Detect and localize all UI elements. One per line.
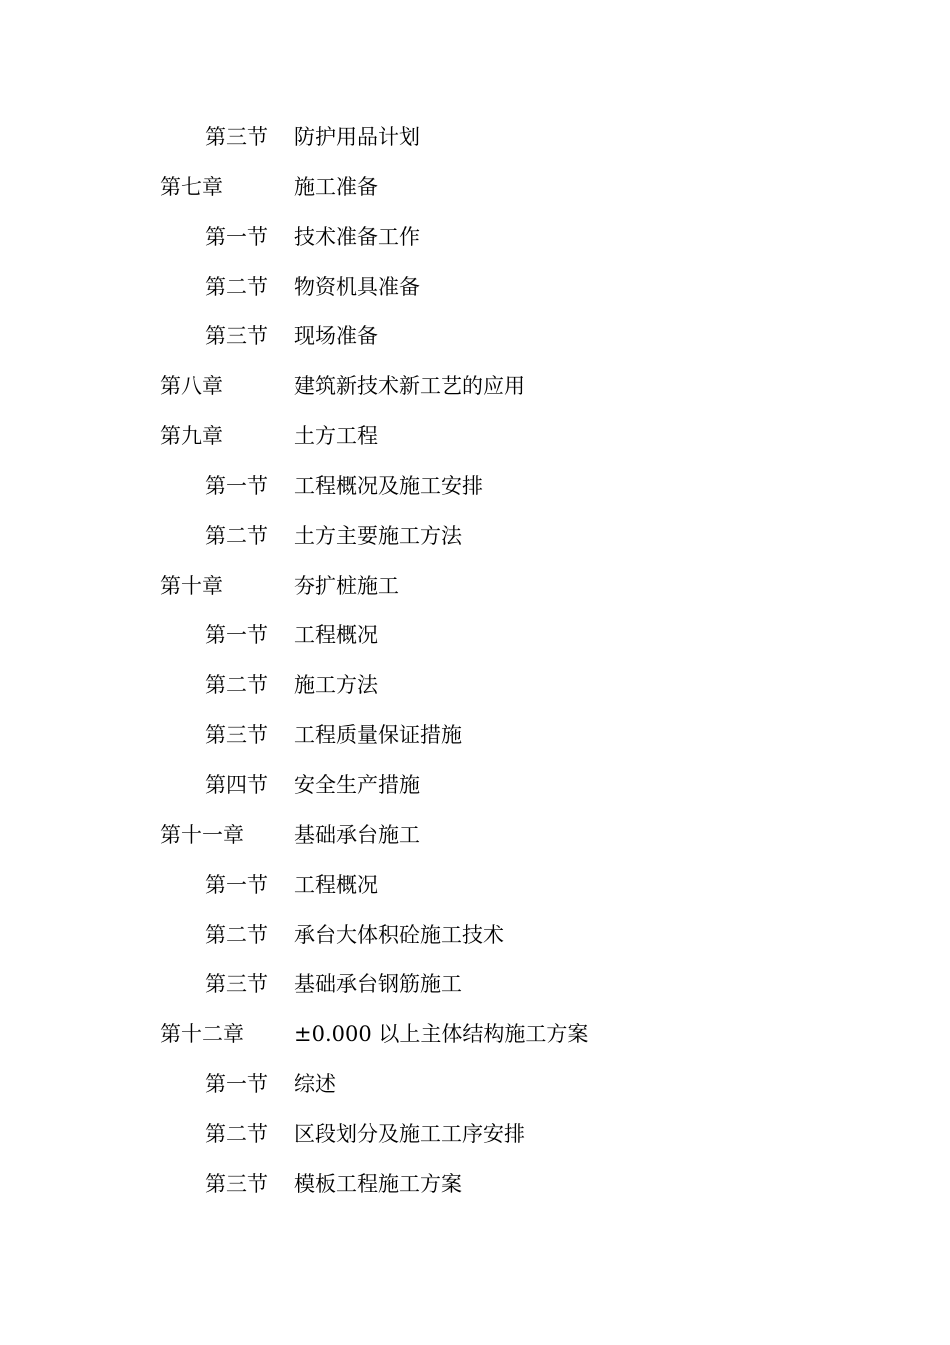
toc-section-number: 第四节 — [205, 772, 268, 797]
toc-chapter-row — [0, 562, 950, 612]
toc-chapter-title: 夯扩桩施工 — [294, 573, 399, 598]
toc-section-title: 工程概况及施工安排 — [294, 473, 483, 498]
toc-section-number: 第二节 — [205, 922, 268, 947]
toc-section-row — [0, 263, 950, 313]
toc-section-number: 第二节 — [205, 523, 268, 548]
toc-section-row — [0, 1160, 950, 1210]
toc-section-number: 第二节 — [205, 673, 268, 698]
toc-section-row — [0, 861, 950, 911]
toc-chapter-row — [0, 362, 950, 412]
toc-chapter-number: 第十二章 — [160, 1022, 244, 1047]
toc-section-row — [0, 661, 950, 711]
toc-section-row — [0, 1110, 950, 1160]
toc-section-number: 第一节 — [205, 224, 268, 249]
toc-chapter-title: 施工准备 — [294, 174, 378, 199]
toc-section-number: 第三节 — [205, 1171, 268, 1196]
toc-section-row — [0, 711, 950, 761]
toc-section-row — [0, 911, 950, 961]
toc-section-number: 第一节 — [205, 872, 268, 897]
toc-chapter-number: 第九章 — [160, 424, 223, 449]
toc-chapter-number: 第十一章 — [160, 822, 244, 847]
toc-section-number: 第三节 — [205, 972, 268, 997]
toc-section-title: 承台大体积砼施工技术 — [294, 922, 504, 947]
toc-section-title: 土方主要施工方法 — [294, 523, 462, 548]
toc-section-row — [0, 960, 950, 1010]
toc-section-title: 防护用品计划 — [294, 125, 420, 149]
toc-chapter-title: 建筑新技术新工艺的应用 — [294, 374, 525, 399]
toc-section-title: 技术准备工作 — [294, 224, 420, 249]
toc-section-row — [0, 1060, 950, 1110]
toc-section-number: 第二节 — [205, 1121, 268, 1146]
toc-section-title: 安全生产措施 — [294, 772, 420, 797]
toc-chapter-number: 第八章 — [160, 374, 223, 399]
toc-section-title: 现场准备 — [294, 324, 378, 349]
toc-section-row — [0, 213, 950, 263]
toc-section-number: 第三节 — [205, 324, 268, 349]
toc-section-number: 第三节 — [205, 723, 268, 748]
toc-section-title: 模板工程施工方案 — [294, 1171, 462, 1196]
toc-section-number: 第一节 — [205, 623, 268, 648]
toc-section-title: 工程质量保证措施 — [294, 723, 462, 748]
toc-section-number: 第三节 — [205, 125, 268, 149]
toc-section-title: 区段划分及施工工序安排 — [294, 1121, 525, 1146]
toc-chapter-row — [0, 163, 950, 213]
toc-section-row — [0, 512, 950, 562]
toc-section-row — [0, 611, 950, 661]
toc-section-title: 基础承台钢筋施工 — [294, 972, 462, 997]
toc-chapter-number: 第十章 — [160, 573, 223, 598]
toc-chapter-title: 基础承台施工 — [294, 822, 420, 847]
toc-section-title: 工程概况 — [294, 623, 378, 648]
toc-section-row — [0, 113, 950, 163]
toc-section-row — [0, 312, 950, 362]
toc-section-row — [0, 761, 950, 811]
toc-section-number: 第二节 — [205, 274, 268, 299]
toc-chapter-row — [0, 1010, 950, 1060]
toc-section-number: 第一节 — [205, 1072, 268, 1097]
toc-chapter-number: 第七章 — [160, 174, 223, 199]
toc-section-title: 工程概况 — [294, 872, 378, 897]
toc-section-title: 物资机具准备 — [294, 274, 420, 299]
toc-section-row — [0, 462, 950, 512]
table-of-contents — [0, 113, 950, 1210]
toc-chapter-title: 土方工程 — [294, 424, 378, 449]
toc-section-number: 第一节 — [205, 473, 268, 498]
toc-chapter-row — [0, 811, 950, 861]
toc-chapter-row — [0, 412, 950, 462]
toc-chapter-title: ±0.000 以上主体结构施工方案 — [294, 1022, 589, 1047]
toc-section-title: 施工方法 — [294, 673, 378, 698]
toc-section-title: 综述 — [294, 1072, 336, 1097]
